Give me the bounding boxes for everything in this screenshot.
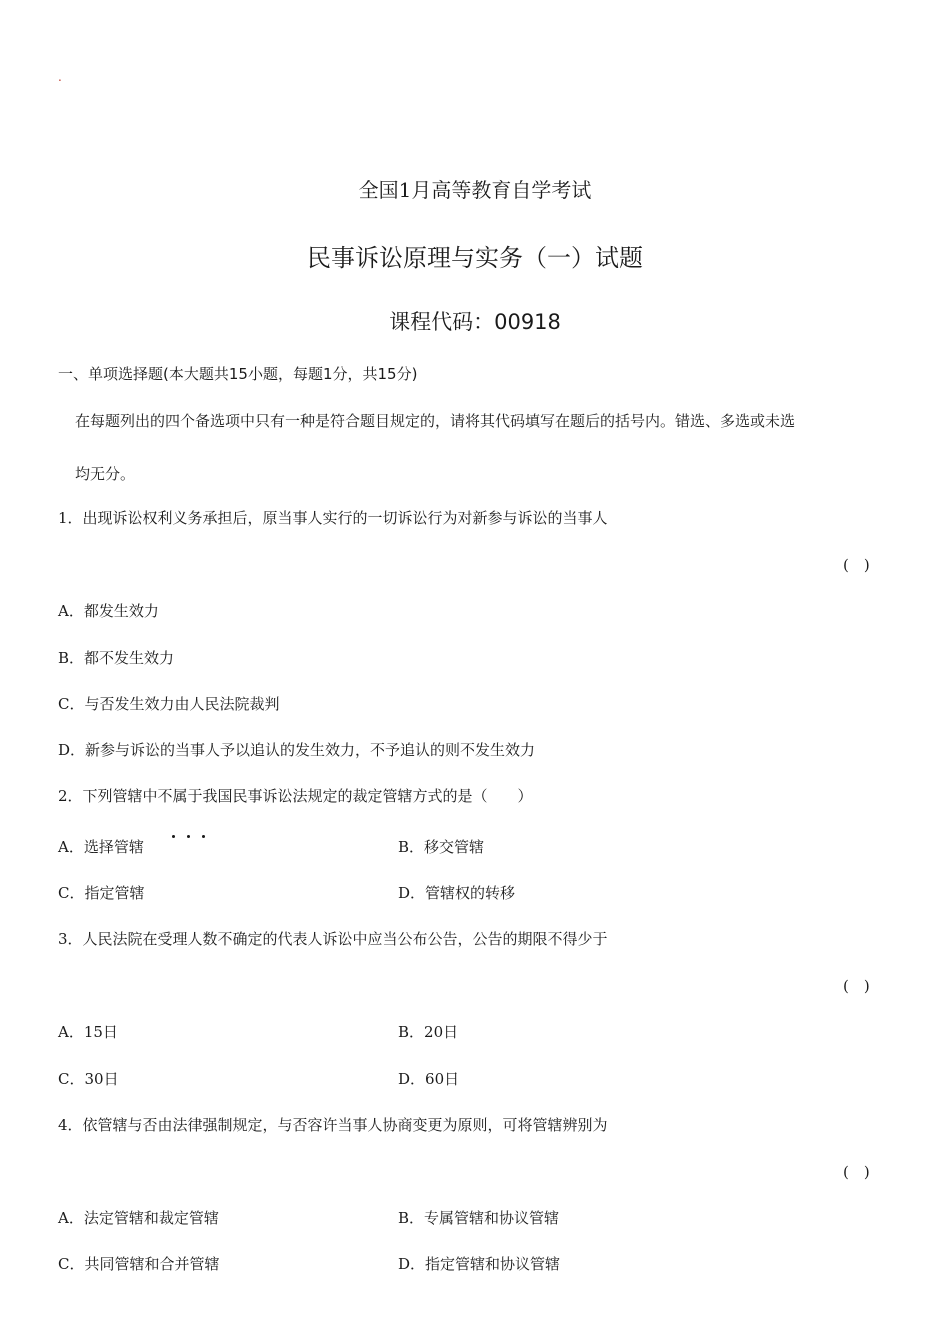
emphasis-dot	[202, 835, 205, 838]
answer-bracket: ( )	[843, 556, 870, 574]
question-1-option-d: D．新参与诉讼的当事人予以追认的发生效力，不予追认的则不发生效力	[58, 741, 536, 759]
question-4-text: 4．依管辖与否由法律强制规定，与否容许当事人协商变更为原则，可将管辖辨别为	[58, 1116, 608, 1134]
question-3-option-d: D．60日	[398, 1070, 460, 1088]
question-2-text: 2．下列管辖中不属于我国民事诉讼法规定的裁定管辖方式的是（ ）	[58, 787, 533, 805]
question-1-option-c: C．与否发生效力由人民法院裁判	[58, 695, 280, 713]
section-heading: 一、单项选择题(本大题共15小题，每题1分，共15分)	[58, 365, 418, 383]
question-1-option-a: A．都发生效力	[58, 602, 159, 620]
answer-bracket: ( )	[843, 977, 870, 995]
question-1-option-b: B．都不发生效力	[58, 649, 175, 667]
question-3-option-a: A．15日	[58, 1023, 118, 1041]
question-3-option-c: C．30日	[58, 1070, 119, 1088]
question-2-option-a: A．选择管辖	[58, 838, 144, 856]
course-code: 课程代码：00918	[389, 310, 561, 334]
question-4-option-c: C．共同管辖和合并管辖	[58, 1255, 220, 1273]
question-1-text: 1．出现诉讼权利义务承担后，原当事人实行的一切诉讼行为对新参与诉讼的当事人	[58, 509, 608, 527]
emphasis-dot	[187, 835, 190, 838]
emphasis-dot	[172, 835, 175, 838]
question-3-option-b: B．20日	[398, 1023, 459, 1041]
instruction-line: 均无分。	[75, 465, 136, 483]
question-3-text: 3．人民法院在受理人数不确定的代表人诉讼中应当公布公告，公告的期限不得少于	[58, 930, 608, 948]
exam-header: 全国1月高等教育自学考试	[358, 178, 592, 202]
answer-bracket: ( )	[843, 1163, 870, 1181]
exam-title: 民事诉讼原理与实务（一）试题	[307, 244, 643, 272]
question-4-option-d: D．指定管辖和协议管辖	[398, 1255, 561, 1273]
question-4-option-b: B．专属管辖和协议管辖	[398, 1209, 560, 1227]
question-4-option-a: A．法定管辖和裁定管辖	[58, 1209, 219, 1227]
question-2-option-c: C．指定管辖	[58, 884, 145, 902]
question-2-option-d: D．管辖权的转移	[398, 884, 516, 902]
corner-mark: .	[58, 70, 62, 84]
instruction-line: 在每题列出的四个备选项中只有一种是符合题目规定的，请将其代码填写在题后的括号内。错选、多选或未选	[75, 412, 796, 430]
question-2-option-b: B．移交管辖	[398, 838, 485, 856]
